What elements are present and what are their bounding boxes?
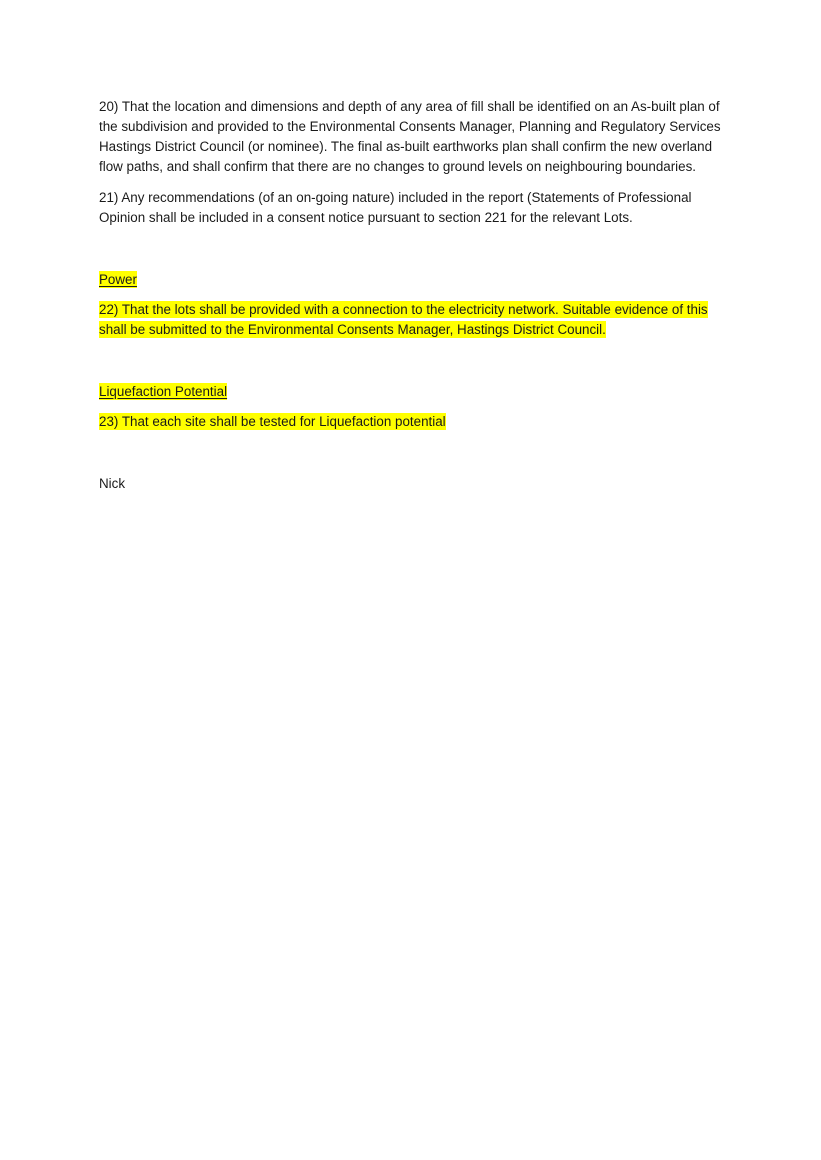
- liquefaction-heading: [99, 382, 729, 402]
- liquefaction-heading-text: Liquefaction Potential: [99, 384, 228, 399]
- condition-22-paragraph: [99, 300, 729, 340]
- document-page: [99, 97, 729, 494]
- power-heading-text: Power: [99, 272, 137, 287]
- condition-23-paragraph: [99, 412, 729, 432]
- power-heading: [99, 270, 729, 290]
- signoff-name: Nick: [99, 476, 126, 491]
- condition-20-paragraph: 20) That the location and dimensions and depth of any area of fill shall be identified on an As-built plan of the subdivision and provided to the Environmental Consents Manager, Planning and Regulatory Services Hastings District Council (or nominee). The final as-built earthworks plan shall confirm the new overland flow paths, and shall confirm that there are no changes to ground levels on neighbouring boundaries.: [99, 99, 721, 174]
- condition-22-text: 22) That the lots shall be provided with a connection to the electricity network. Suitable evidence of this shall be submitted to the Environmental Consents Manager, Hastings District Council.: [99, 302, 708, 337]
- condition-21-paragraph: 21) Any recommendations (of an on-going nature) included in the report (Statements of Professional Opinion shall be included in a consent notice pursuant to section 221 for the relevant Lots.: [99, 190, 692, 225]
- condition-23-text: 23) That each site shall be tested for Liquefaction potential: [99, 414, 446, 429]
